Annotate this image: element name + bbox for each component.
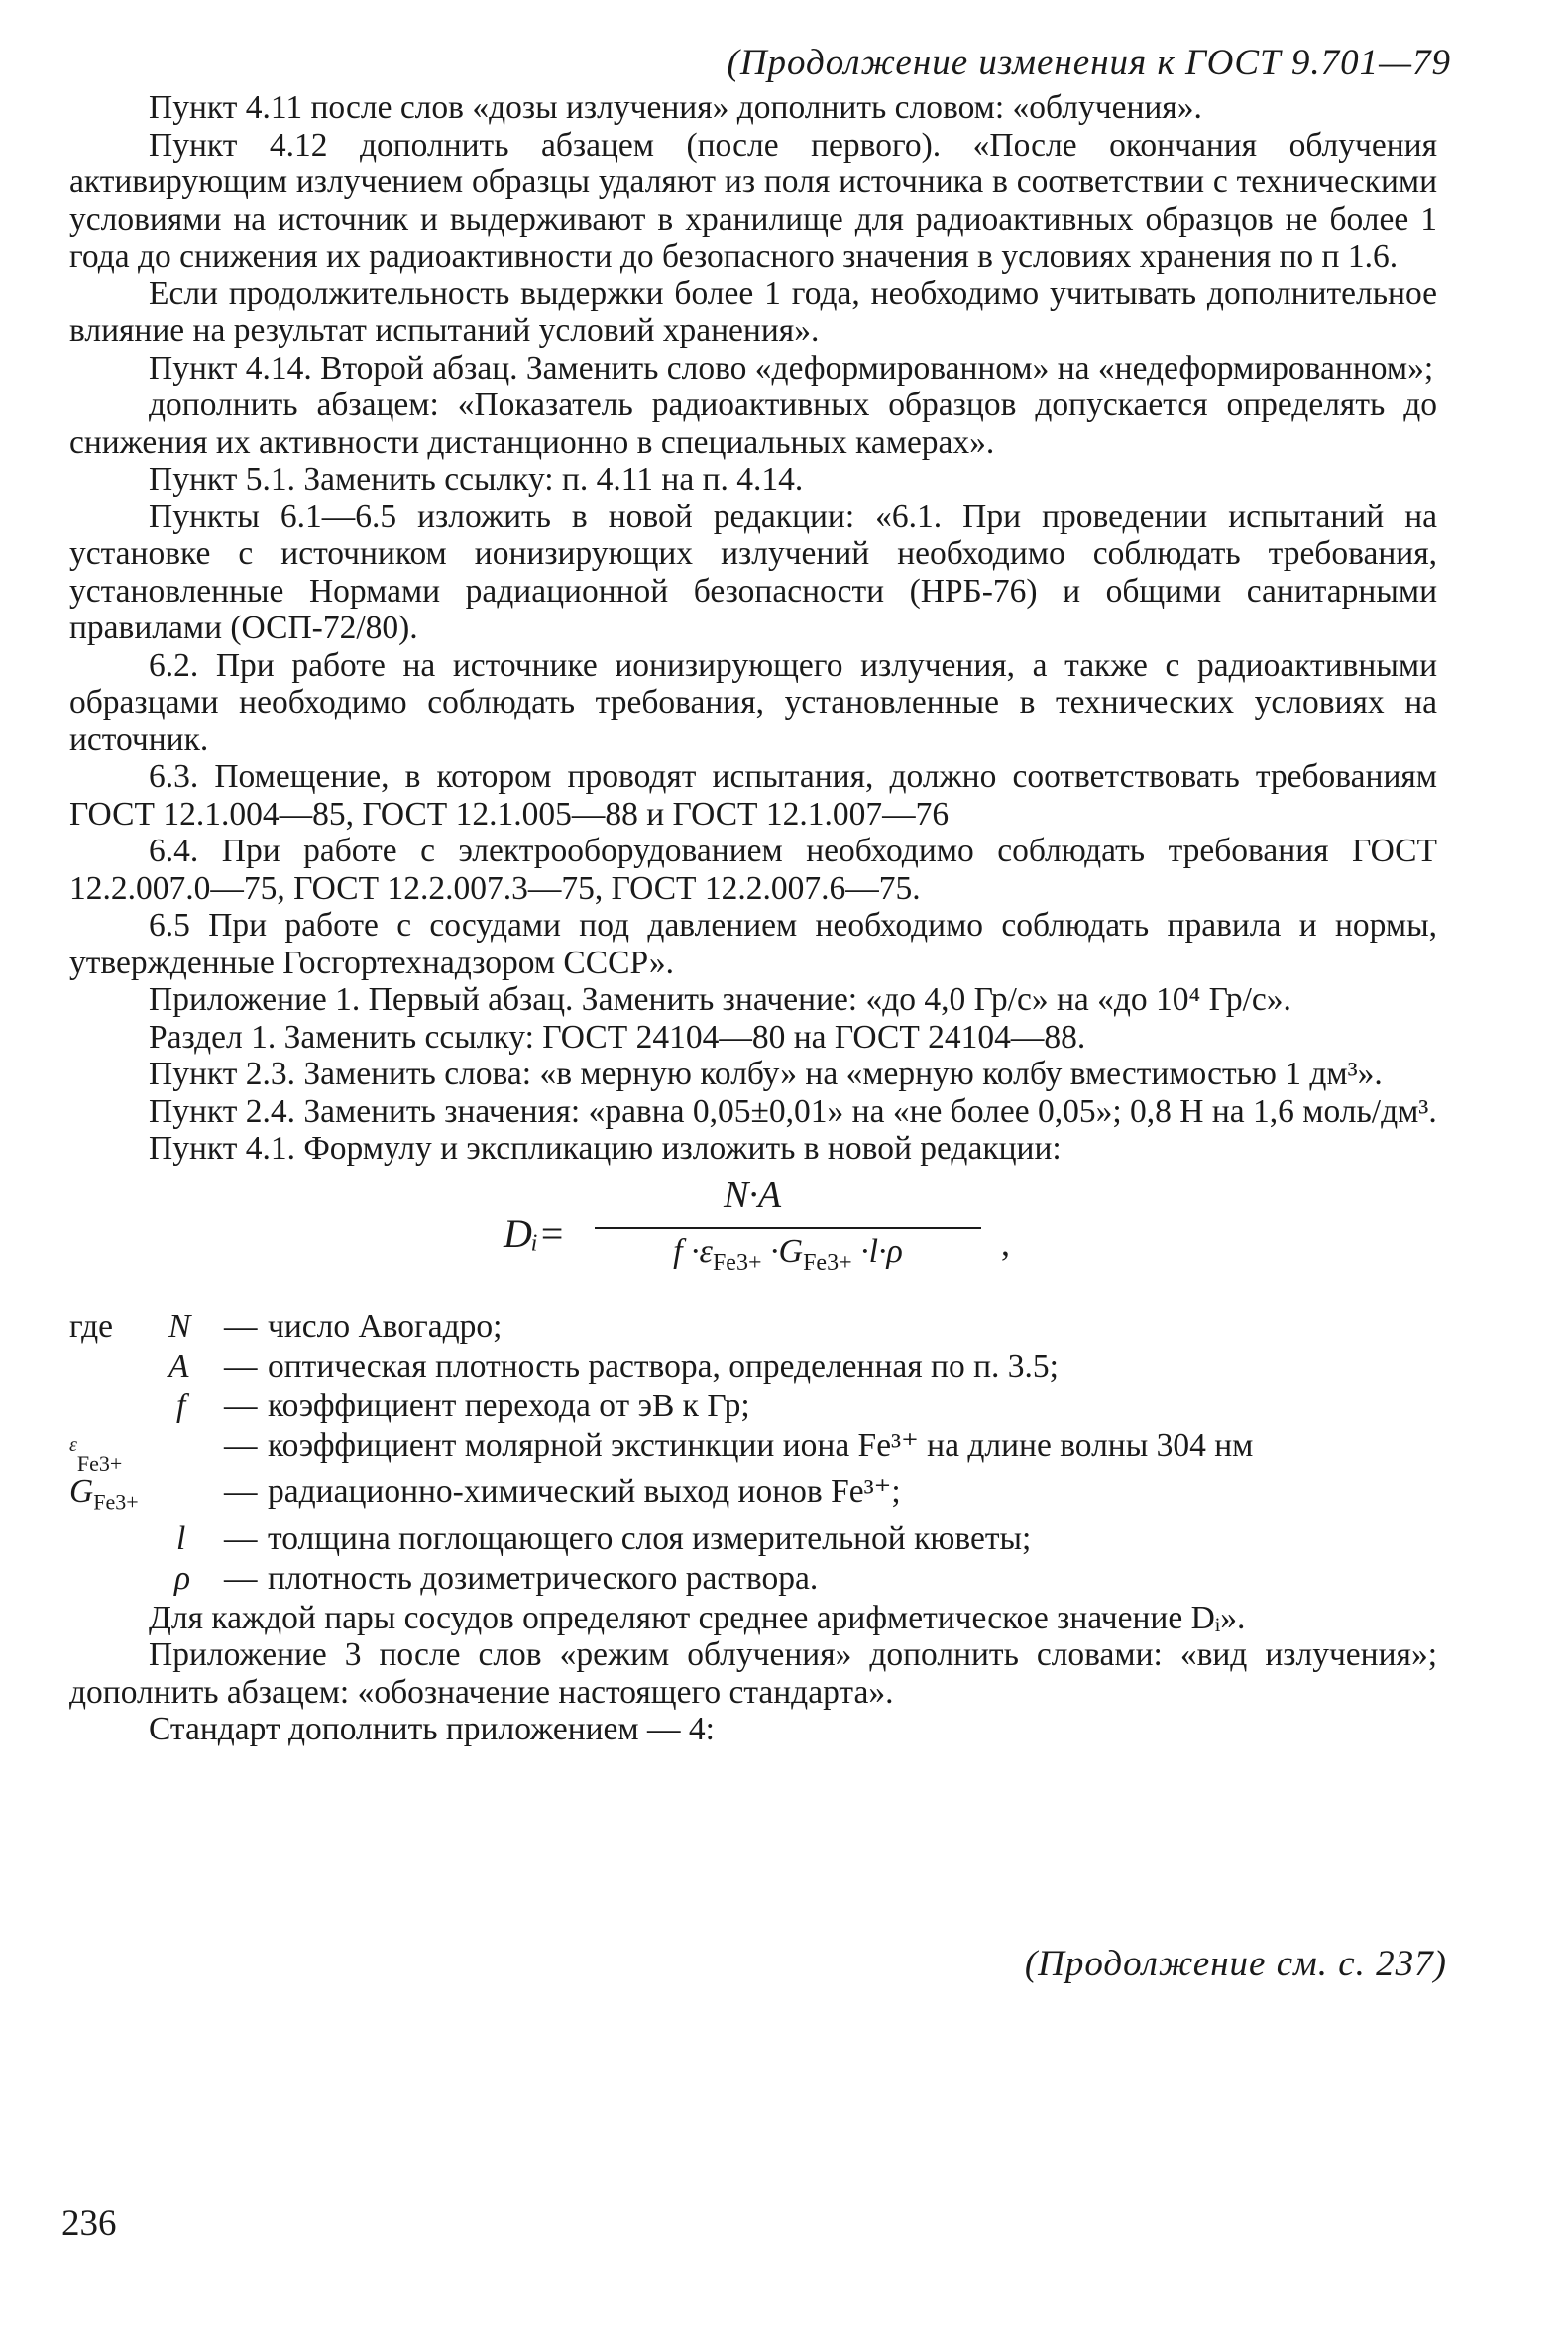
page-number: 236 (61, 2203, 117, 2244)
definition-row: A — оптическая плотность раствора, определенная по п. 3.5; (168, 1347, 1059, 1385)
definition-row: f — коэффициент перехода от эВ к Гр; (176, 1387, 750, 1424)
definition-row: $^\varepsilon_{Fe3+}$ — коэффициент молярной экстинкции иона Fe³⁺ на длине волны 304 нм (69, 1427, 1437, 1473)
paragraph: 6.5 При работе с сосудами под давлением необходимо соблюдать правила и нормы, утвержденные Госгортехнадзором СССР». (69, 907, 1437, 981)
definition-row: l — толщина поглощающего слоя измерительной кюветы; (176, 1519, 1032, 1557)
paragraph: 6.2. При работе на источнике ионизирующего излучения, а также с радиоактивными образцами необходимо соблюдать требования, установленные в технических условиях на источник. (69, 646, 1437, 758)
symbol: f (176, 1387, 186, 1424)
symbol: A (168, 1347, 189, 1385)
paragraph: Пункт 5.1. Заменить ссылку: п. 4.11 на п. 4.14. (149, 461, 804, 498)
definition-text: число Авогадро; (268, 1307, 503, 1345)
paragraph: Стандарт дополнить приложением — 4: (149, 1711, 715, 1747)
symbol: l (176, 1519, 186, 1557)
definition-text: радиационно-химический выход ионов Fe³⁺; (268, 1472, 901, 1510)
paragraph: Пункт 4.14. Второй абзац. Заменить слово «деформированном» на «недеформированном»; (149, 349, 1434, 387)
definitions-lead: где (69, 1307, 113, 1345)
definition-text: оптическая плотность раствора, определенная по п. 3.5; (268, 1347, 1059, 1385)
paragraph: Приложение 3 после слов «режим облучения» дополнить словами: «вид излучения»; дополнить абзацем: «обозначение настоящего стандарта». (69, 1636, 1437, 1711)
symbol: N (168, 1307, 191, 1345)
paragraph: Пункт 2.4. Заменить значения: «равна 0,05±0,01» на «не более 0,05»; 0,8 Н на 1,6 моль/дм³. (149, 1092, 1437, 1130)
paragraph: Если продолжительность выдержки более 1 года, необходимо учитывать дополнительное влияние на результат испытаний условий хранения». (69, 275, 1437, 349)
paragraph: Раздел 1. Заменить ссылку: ГОСТ 24104—80 на ГОСТ 24104—88. (149, 1018, 1086, 1056)
fraction-bar (595, 1227, 981, 1229)
definition-row: ρ — плотность дозиметрического раствора. (174, 1559, 819, 1597)
paragraph: Пункты 6.1—6.5 изложить в новой редакции: «6.1. При проведении испытаний на установке с источником ионизирующих излучений необходимо соблюдать требования, установленные Нормами радиационной безопасности (НРБ-76) и общими санитарными правилами (ОСП-72/80). (69, 498, 1437, 646)
paragraph: 6.3. Помещение, в котором проводят испытания, должно соответствовать требованиям ГОСТ 12.1.004—85, ГОСТ 12.1.005—88 и ГОСТ 12.1.007—76 (69, 758, 1437, 833)
paragraph: дополнить абзацем: «Показатель радиоактивных образцов допускается определять до снижения их активности дистанционно в специальных камерах». (69, 387, 1437, 461)
continuation-note: (Продолжение см. с. 237) (1024, 1944, 1447, 1984)
formula (69, 1176, 1437, 1296)
definition-row: где N — число Авогадро; (69, 1307, 503, 1345)
symbol: ρ (174, 1559, 191, 1597)
definition-text: толщина поглощающего слоя измерительной кюветы; (268, 1519, 1032, 1557)
page-header: (Продолжение изменения к ГОСТ 9.701—79 (727, 43, 1451, 83)
definition-text: коэффициент перехода от эВ к Гр; (268, 1387, 750, 1424)
paragraph: Пункт 4.1. Формулу и экспликацию изложить в новой редакции: (149, 1130, 1062, 1167)
formula-numerator: N·A (724, 1174, 782, 1216)
paragraph: Для каждой пары сосудов определяют среднее арифметическое значение Dᵢ». (149, 1599, 1246, 1636)
definition-text: коэффициент молярной экстинкции иона Fe³⁺ на длине волны 304 нм (268, 1426, 1254, 1464)
paragraph: 6.4. При работе с электрооборудованием необходимо соблюдать требования ГОСТ 12.2.007.0—75, ГОСТ 12.2.007.3—75, ГОСТ 12.2.007.6—75. (69, 833, 1437, 907)
formula-lhs: Dᵢ= (504, 1210, 566, 1256)
paragraph: Пункт 2.3. Заменить слова: «в мерную колбу» на «мерную колбу вместимостью 1 дм³». (149, 1056, 1383, 1092)
definition-text: плотность дозиметрического раствора. (268, 1559, 819, 1597)
formula-denominator: $f \cdot\varepsilon_{Fe3+} \cdot G_{Fe3+} \cdot l\cdot\rho$ (673, 1232, 903, 1276)
paragraph: Пункт 4.12 дополнить абзацем (после первого). «После окончания облучения активирующим излучением образцы удаляют из поля источника в соответствии с техническими условиями на источник и выдерживают в хранилище для радиоактивных образцов не более 1 года до снижения их радиоактивности до безопасного значения в условиях хранения по п 1.6. (69, 126, 1437, 275)
symbol: $^\varepsilon_{Fe3+}$ (69, 1433, 123, 1476)
body-text (69, 89, 1437, 1748)
definitions-list (69, 1308, 1437, 1600)
formula-comma: , (1001, 1222, 1010, 1263)
symbol: $G_{Fe3+}$ (69, 1472, 139, 1514)
definition-row: $G_{Fe3+}$ — радиационно-химический выход ионов Fe³⁺; (69, 1473, 1437, 1520)
paragraph: Приложение 1. Первый абзац. Заменить значение: «до 4,0 Гр/с» на «до 10⁴ Гр/с». (149, 981, 1291, 1018)
paragraph: Пункт 4.11 после слов «дозы излучения» дополнить словом: «облучения». (149, 89, 1202, 126)
